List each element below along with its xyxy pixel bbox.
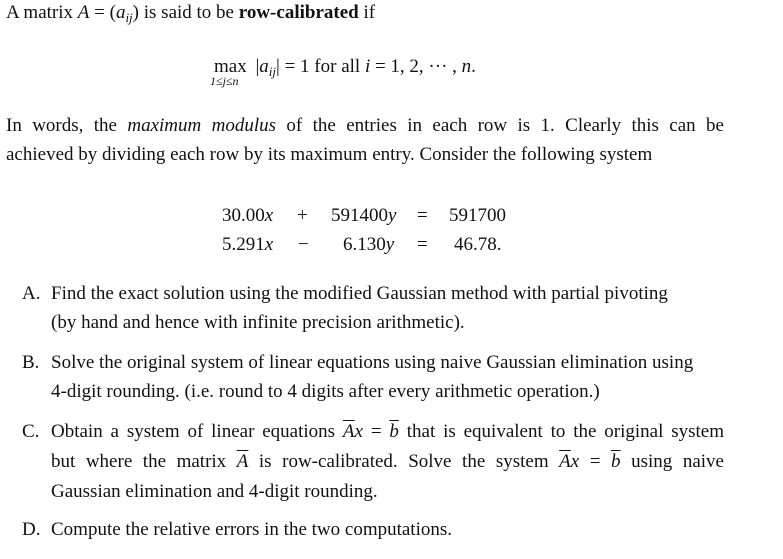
coef-value: 591400 [331,205,388,226]
var-x: x [354,421,363,442]
item-c-line-3: Gaussian elimination and 4-digit rounding. [51,481,378,502]
var-y: y [385,234,395,255]
abs-bar: | [255,56,260,77]
var-x: x [264,234,274,255]
definition-text: ) is said to be [132,2,239,23]
equals-sign: = [579,451,612,472]
defined-term: row-calibrated [238,2,359,23]
item-a-line-1: Find the exact solution using the modified Gaussian method with partial pivoting [51,283,668,304]
rhs-value: 591700 [449,205,506,226]
system-row-2 [0,233,783,257]
calibrated-matrix-symbol: $\overline{A}$ [236,451,249,472]
item-label-c: C. [22,421,40,442]
paragraph-line-2: achieved by dividing each row by its maximum entry. Consider the following system [6,144,653,165]
item-text: that is equivalent to the original system [398,421,724,442]
item-b-line-1: Solve the original system of linear equations using naive Gaussian elimination using [51,352,694,373]
coef-y [331,204,396,228]
rhs-value: 46.78. [454,234,502,255]
item-text: using naive [620,451,724,472]
var-y: y [388,205,397,226]
item-text: Obtain a system of linear equations [51,421,343,442]
equals-sign: = [362,421,390,442]
item-a-line-2: (by hand and hence with infinite precision arithmetic). [51,312,465,333]
item-label-b: B. [22,352,40,373]
item-c-line-1 [51,421,724,443]
item-text: is row-calibrated. Solve the system [248,451,560,472]
emphasis-text: maximum modulus [127,115,277,136]
var-x: x [570,451,580,472]
equals-sign: = [417,234,428,255]
paragraph-text: of the entries in each row is 1. Clearly this can be [276,115,724,136]
operator: + [297,205,308,226]
entry-symbol: a [259,56,269,77]
operator: − [298,234,309,255]
definition-line [6,2,375,29]
n-symbol: n [461,56,472,77]
max-operator: max [214,56,247,77]
coef-value: 5.291 [222,234,265,255]
matrix-symbol: A [77,2,90,23]
paragraph-text: In words, the [6,115,128,136]
definition-text: A matrix [6,2,78,23]
coef-value: 6.130 [343,234,386,255]
calibrated-rhs-symbol: $\overline{b}$ [611,451,621,472]
condition-text: | = 1 for all [276,56,365,77]
item-b-line-2: 4-digit rounding. (i.e. round to 4 digits after every arithmetic operation.) [51,381,600,402]
entry-symbol: a [115,2,126,23]
coef-x [222,233,273,257]
var-x: x [264,205,274,226]
coef-y [343,233,394,257]
max-limit: 1≤j≤n [210,74,239,88]
calibration-condition [214,56,476,83]
item-label-a: A. [22,283,41,304]
range-text: = 1, 2, ··· , [370,56,462,77]
coef-x [222,204,273,228]
calibrated-rhs-symbol: $\overline{b}$ [389,421,399,442]
item-d-line-1: Compute the relative errors in the two computations. [51,519,453,540]
item-label-d: D. [22,519,41,540]
entry-subscript: ij [268,64,277,79]
definition-text: if [358,2,376,23]
paragraph-line-1 [6,115,724,137]
equals-sign: = [417,205,428,226]
system-row-1 [0,204,783,228]
coef-value: 30.00 [222,205,265,226]
calibrated-matrix-symbol: $\overline{A}$ [559,451,571,472]
entry-subscript: ij [125,10,133,25]
calibrated-matrix-symbol: $\overline{A}$ [342,421,355,442]
period: . [471,56,476,77]
equals-symbol: = ( [89,2,116,23]
item-text: but where the matrix [51,451,237,472]
index-symbol: i [364,56,371,77]
item-c-line-2 [51,451,724,473]
